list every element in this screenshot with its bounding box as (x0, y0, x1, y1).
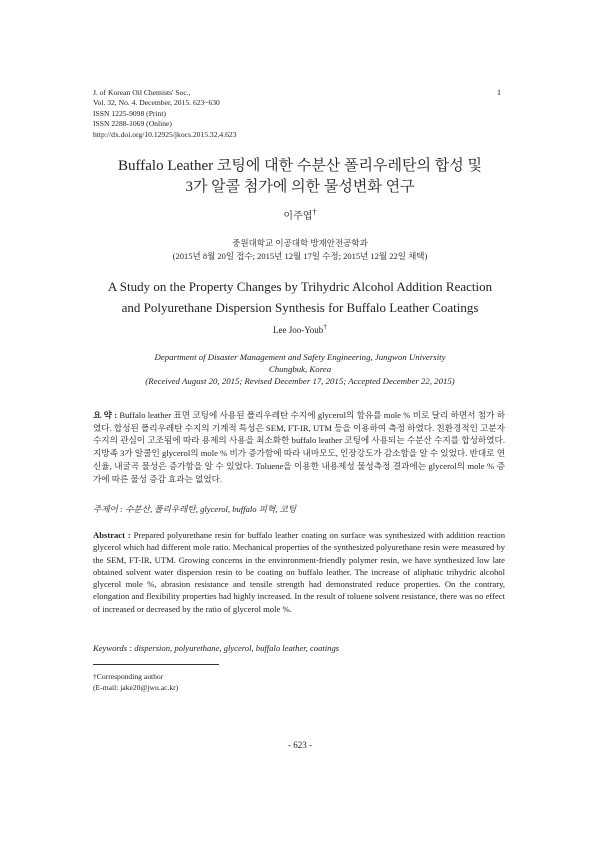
page-number-top: 1 (497, 88, 501, 97)
journal-info (93, 88, 237, 140)
korean-author-name: 이주엽 (283, 211, 313, 222)
korean-title (60, 156, 540, 198)
korean-abstract (93, 409, 505, 485)
english-affiliation (0, 351, 600, 387)
korean-abstract-label: 요 약 : (93, 410, 120, 420)
page-number-bottom: - 623 - (288, 740, 312, 750)
english-abstract-label: Abstract : (93, 530, 134, 540)
korean-affiliation-dept: 중원대학교 이공대학 방재안전공학과 (232, 238, 368, 248)
journal-name: J. of Korean Oil Chemists' Soc., (93, 88, 191, 97)
corresponding-mark-en: † (323, 322, 328, 331)
english-author (0, 322, 600, 335)
english-author-name: Lee Joo-Youb (272, 325, 324, 335)
english-abstract-text: Prepared polyurethane resin for buffalo leather coating on surface was synthesized with addition reaction glycerol which had different mole ratio. Mechanical properties of the synthesized polyurethane resin were measured by the SEM, FT-IR, UTM. Growing concerns in the envinronment-friendly polymer resin, we have synthesized low late obtained solvent water dispersion resin to be coating on buffalo leather. The increase of aliphatic trihydric alcohol glycerol mole %, abrasion resistance and tensile strength had demonstrated reduce properties. On the contrary, elongation and flexibility properties had highly increased. In the result of toluene solvent resistance, there was no effect of increased or decreased by the ratio of glycerol mole %. (93, 530, 505, 614)
korean-abstract-text: Buffalo leather 표면 코팅에 사용된 폴리우레탄 수지에 glycerol의 함유를 mole % 비로 달리 하면서 첨가 하였다. 합성된 폴리우레탄 수지의 기계적 특성은 SEM, FT-IR, UTM 등을 이용하여 측정 하였다. 친환경적인 고분자 수지의 관심이 고조됨에 따라 용제의 사용을 최소화한 buffalo leather 코팅에 사용되는 수분산 수지를 합성하였다. 지방족 3가 알콜인 glycerol의 mole % 비가 증가함에 따라 내마모도, 인장강도가 감소함을 알 수 있었다. 반대로 연신율, 내굴곡 물성은 증가함을 알 수 있었다. Toluene을 이용한 내용제성 물성측정 결과에는 glycerol의 mole % 증가에 따른 물성 증감 효과는 없었다. (93, 410, 505, 484)
issn-print: ISSN 1225-9098 (Print) (93, 108, 166, 118)
footnote-corresponding: †Corresponding author (93, 672, 164, 681)
english-affiliation-location: Chungbuk, Korea (268, 364, 332, 374)
english-affiliation-dept: Department of Disaster Management and Safety Engineering, Jungwon University (154, 352, 446, 362)
footnote-email: (E-mail: jake20@jwu.ac.kr) (93, 683, 179, 692)
korean-title-line1: Buffalo Leather 코팅에 대한 수분산 폴리우레탄의 합성 및 (118, 158, 482, 174)
journal-volume: Vol. 32, No. 4. December, 2015. 623~630 (93, 98, 220, 108)
corresponding-mark: † (312, 207, 317, 217)
korean-keywords: 주제어 : 수분산, 폴리우레탄, glycerol, buffalo 피혁, 코팅 (93, 504, 297, 514)
english-title-line2: and Polyurethane Dispersion Synthesis for Buffalo Leather Coatings (121, 300, 479, 315)
korean-author (0, 207, 600, 222)
english-keywords: Keywords : dispersion, polyurethane, glycerol, buffalo leather, coatings (93, 643, 340, 653)
doi-link[interactable]: http://dx.doi.org/10.12925/jkocs.2015.32.4.623 (93, 129, 237, 139)
issn-online: ISSN 2288-1069 (Online) (93, 119, 172, 129)
english-title (60, 276, 540, 318)
footnote (93, 671, 178, 693)
korean-affiliation-dates: (2015년 8월 20일 접수; 2015년 12월 17일 수정; 2015년 12월 22일 채택) (172, 251, 428, 261)
english-title-line1: A Study on the Property Changes by Trihydric Alcohol Addition Reaction (107, 279, 493, 294)
korean-affiliation (0, 237, 600, 263)
english-affiliation-dates: (Received August 20, 2015; Revised December 17, 2015; Accepted December 22, 2015) (145, 376, 455, 386)
english-abstract (93, 529, 505, 615)
footnote-divider (93, 664, 219, 665)
korean-title-line2: 3가 알콜 첨가에 의한 물성변화 연구 (185, 179, 415, 195)
